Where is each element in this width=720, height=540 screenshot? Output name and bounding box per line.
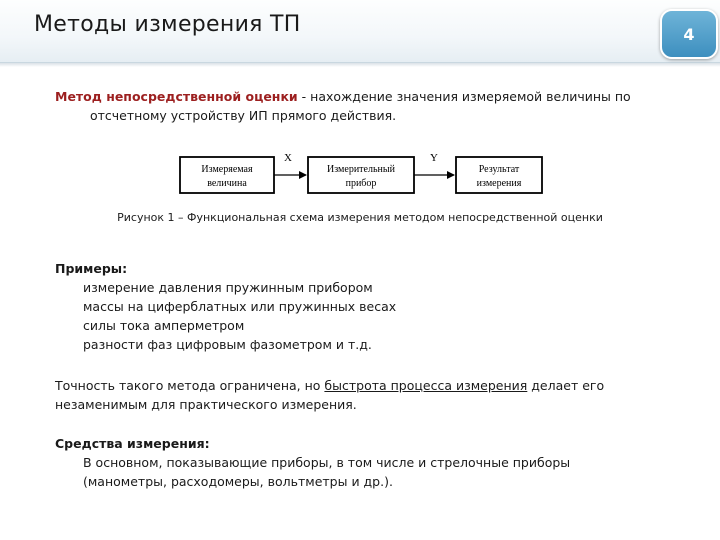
accuracy-underlined-text: быстрота процесса измерения [324,378,528,393]
signal-y-label: Y [430,152,438,164]
examples-label: Примеры: [55,261,128,276]
accuracy-line-1 [55,376,675,395]
definition-paragraph [55,87,675,125]
means-line-1: В основном, показывающие приборы, в том числе и стрелочные приборы [83,455,571,470]
block-3-line-2: измерения [476,178,522,189]
means-label: Средства измерения: [55,436,210,451]
definition-line-1 [55,87,675,106]
definition-term: Метод непосредственной оценки [55,89,298,104]
example-item: массы на циферблатных или пружинных весах [83,299,397,314]
accuracy-paragraph [55,376,675,414]
definition-line-2: отсчетному устройству ИП прямого действия. [90,108,397,123]
block-1-line-1: Измеряемая [201,164,253,175]
slide-number-badge: 4 [660,9,718,59]
accuracy-line-2: незаменимым для практического измерения. [55,397,357,412]
functional-diagram [178,150,546,195]
block-3-line-1: Результат [478,164,520,175]
accuracy-text-1: Точность такого метода ограничена, но [55,378,325,393]
block-2-line-1: Измерительный [327,164,395,175]
example-item: разности фаз цифровым фазометром и т.д. [83,337,372,352]
example-item: силы тока амперметром [83,318,245,333]
block-2-line-2: прибор [345,178,377,189]
signal-x-label: X [284,152,292,164]
figure-caption: Рисунок 1 – Функциональная схема измерения методом непосредственной оценки [117,211,603,224]
example-item: измерение давления пружинным прибором [83,280,373,295]
slide-title: Методы измерения ТП [34,12,301,37]
accuracy-text-2: делает его [527,378,605,393]
block-1-line-2: величина [207,178,247,189]
examples-section [55,259,396,354]
means-line-2: (манометры, расходомеры, вольтметры и др.). [83,474,393,489]
header-divider [0,63,720,67]
measuring-means-section [55,434,675,491]
definition-text: - нахождение значения измеряемой величины по [297,89,631,104]
